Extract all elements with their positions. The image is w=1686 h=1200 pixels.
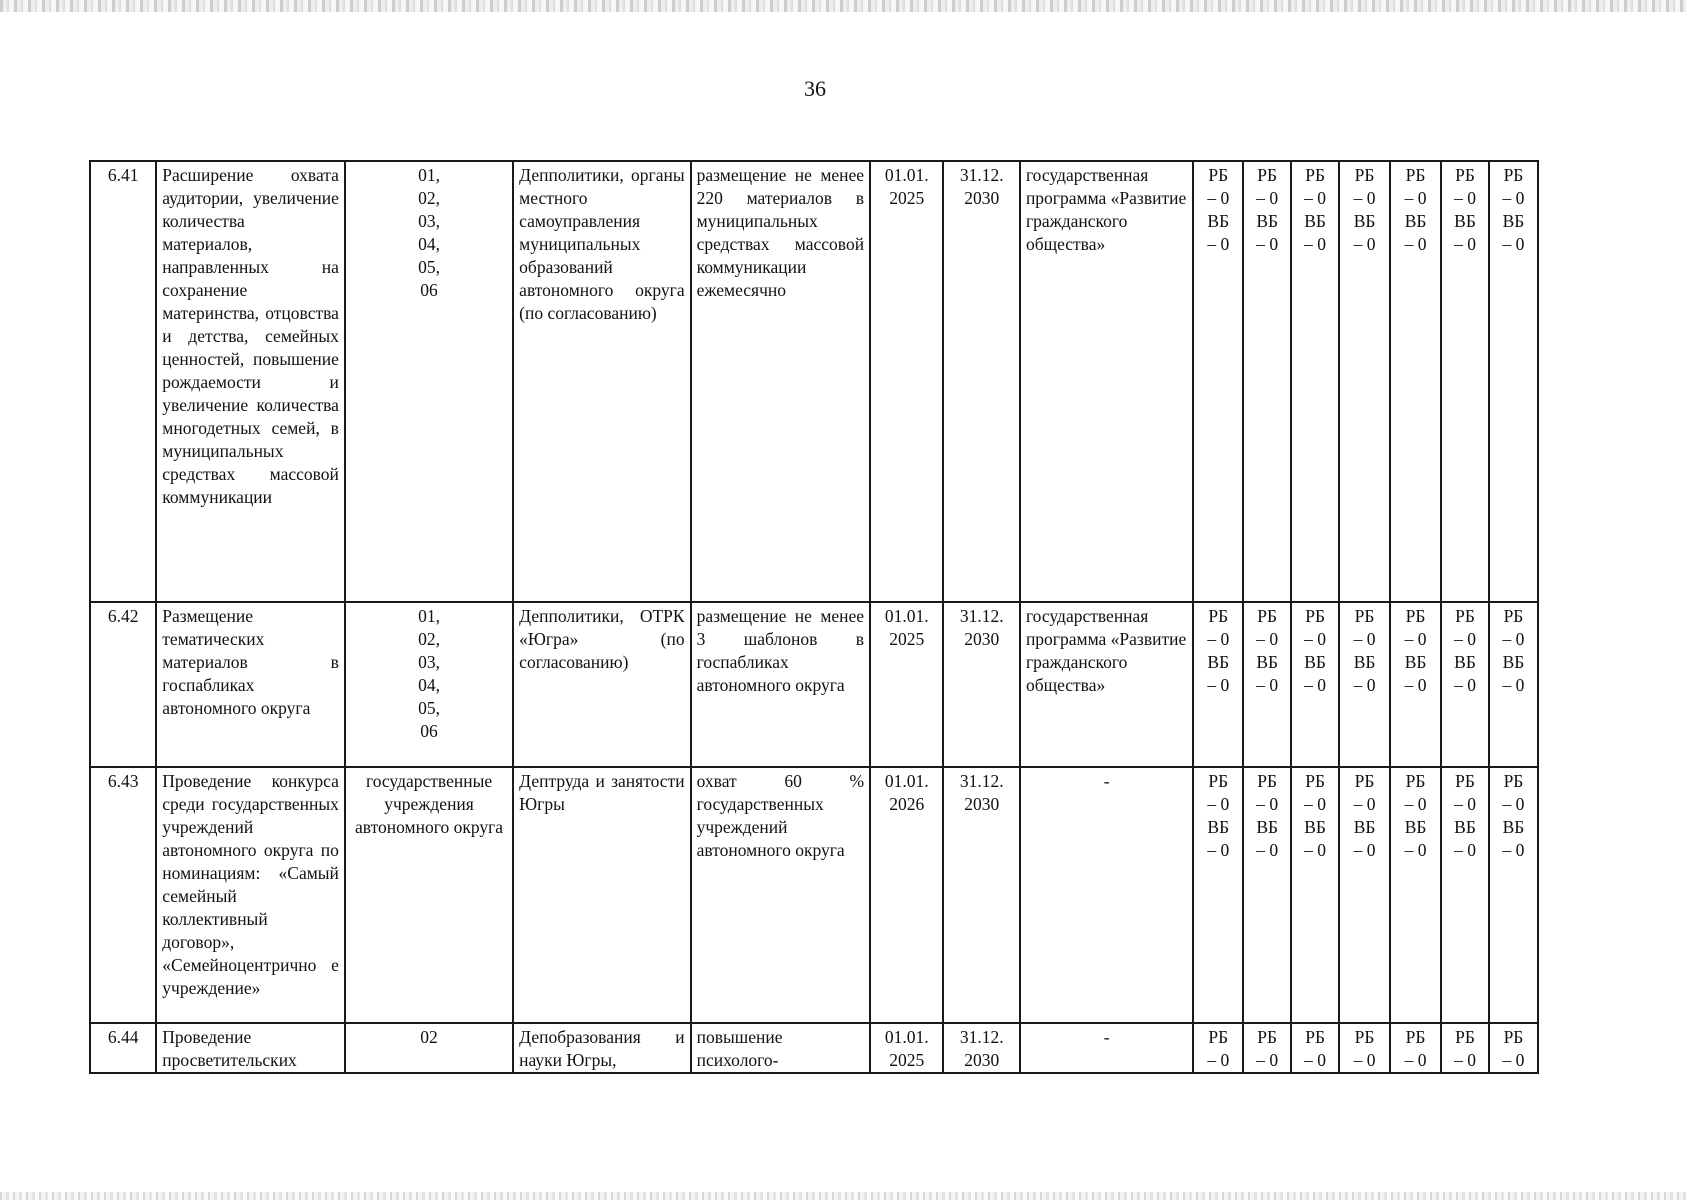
finance-year-cell: [1291, 767, 1339, 1023]
start-date: 01.01. 2025: [870, 161, 943, 602]
source-program: государственная программа «Развитие гражданского общества»: [1020, 161, 1193, 602]
start-date: 01.01. 2025: [870, 602, 943, 767]
table-row: [90, 161, 1538, 602]
row-number: 6.42: [90, 602, 156, 767]
finance-line: – 0: [1404, 188, 1427, 208]
finance-line: РБ: [1208, 771, 1229, 791]
finance-line: – 0: [1454, 629, 1476, 649]
table-row: [90, 767, 1538, 1023]
territory-codes: [345, 767, 513, 1023]
finance-year-cell: [1243, 767, 1291, 1023]
end-date: 31.12. 2030: [943, 602, 1019, 767]
territory-code: 03,: [418, 652, 440, 672]
row-number: 6.44: [90, 1023, 156, 1073]
finance-year-cell: [1489, 1023, 1538, 1073]
finance-line: ВБ: [1502, 817, 1525, 837]
finance-line: РБ: [1354, 165, 1375, 185]
finance-line: РБ: [1455, 771, 1475, 791]
territory-code: 03,: [418, 211, 440, 231]
executor: Депполитики, ОТРК «Югра» (по согласованию): [513, 602, 690, 767]
territory-code: 01,: [418, 165, 440, 185]
finance-line: РБ: [1503, 771, 1524, 791]
finance-line: – 0: [1404, 840, 1427, 860]
finance-line: ВБ: [1404, 817, 1427, 837]
finance-line: – 0: [1454, 675, 1476, 695]
finance-line: – 0: [1304, 188, 1327, 208]
finance-line: ВБ: [1404, 211, 1427, 231]
finance-line: ВБ: [1502, 652, 1525, 672]
source-program: -: [1020, 767, 1193, 1023]
finance-line: – 0: [1256, 840, 1279, 860]
finance-line: РБ: [1405, 771, 1426, 791]
finance-line: ВБ: [1256, 652, 1279, 672]
finance-year-cell: [1390, 602, 1441, 767]
territory-code: 05,: [418, 698, 440, 718]
finance-line: – 0: [1454, 1050, 1476, 1070]
finance-line: – 0: [1353, 234, 1376, 254]
finance-year-cell: [1441, 767, 1489, 1023]
finance-line: ВБ: [1454, 817, 1476, 837]
finance-line: ВБ: [1207, 652, 1230, 672]
finance-line: РБ: [1503, 165, 1524, 185]
end-date: 31.12. 2030: [943, 767, 1019, 1023]
end-date: 31.12. 2030: [943, 161, 1019, 602]
expected-result: повышение психолого-: [691, 1023, 870, 1073]
territory-code: 02,: [418, 629, 440, 649]
expected-result: размещение не менее 220 материалов в муниципальных средствах массовой коммуникации ежемесячно: [691, 161, 870, 602]
finance-line: – 0: [1304, 840, 1327, 860]
finance-line: – 0: [1207, 234, 1230, 254]
finance-line: ВБ: [1502, 211, 1525, 231]
finance-year-cell: [1243, 1023, 1291, 1073]
finance-line: – 0: [1207, 840, 1230, 860]
scan-edge-bottom: [0, 1192, 1686, 1200]
finance-line: – 0: [1256, 234, 1279, 254]
finance-line: РБ: [1208, 1027, 1229, 1047]
territory-codes: [345, 602, 513, 767]
finance-year-cell: [1243, 602, 1291, 767]
territory-code: 04,: [418, 234, 440, 254]
source-program: -: [1020, 1023, 1193, 1073]
finance-line: – 0: [1353, 675, 1376, 695]
finance-year-cell: [1291, 1023, 1339, 1073]
finance-line: РБ: [1305, 606, 1326, 626]
table-body: [90, 161, 1538, 1073]
finance-line: РБ: [1503, 1027, 1524, 1047]
finance-line: – 0: [1304, 675, 1327, 695]
finance-line: – 0: [1404, 794, 1427, 814]
finance-line: РБ: [1305, 771, 1326, 791]
finance-line: – 0: [1454, 840, 1476, 860]
finance-line: РБ: [1405, 1027, 1426, 1047]
executor: Депполитики, органы местного самоуправления муниципальных образований автономного округа (по согласованию): [513, 161, 690, 602]
finance-line: РБ: [1354, 1027, 1375, 1047]
finance-line: РБ: [1455, 606, 1475, 626]
executor: Дептруда и занятости Югры: [513, 767, 690, 1023]
finance-line: РБ: [1257, 771, 1278, 791]
finance-line: ВБ: [1353, 211, 1376, 231]
territory-code: 02,: [418, 188, 440, 208]
finance-year-cell: [1489, 767, 1538, 1023]
finance-line: ВБ: [1304, 817, 1326, 837]
finance-line: – 0: [1353, 840, 1376, 860]
finance-year-cell: [1489, 161, 1538, 602]
finance-year-cell: [1193, 161, 1243, 602]
finance-line: РБ: [1208, 606, 1229, 626]
expected-result: охват 60 % государственных учреждений автономного округа: [691, 767, 870, 1023]
finance-line: – 0: [1207, 675, 1230, 695]
finance-line: – 0: [1353, 188, 1376, 208]
source-program: государственная программа «Развитие гражданского общества»: [1020, 602, 1193, 767]
finance-line: ВБ: [1207, 211, 1230, 231]
finance-line: РБ: [1503, 606, 1524, 626]
finance-line: ВБ: [1304, 211, 1326, 231]
finance-year-cell: [1390, 161, 1441, 602]
measure-name: Размещение тематических материалов в госпабликах автономного округа: [156, 602, 345, 767]
territory-code: 05,: [418, 257, 440, 277]
finance-line: ВБ: [1256, 817, 1279, 837]
page-number: 36: [804, 76, 826, 101]
finance-year-cell: [1441, 602, 1489, 767]
row-number: 6.43: [90, 767, 156, 1023]
finance-line: ВБ: [1256, 211, 1279, 231]
finance-line: – 0: [1502, 794, 1525, 814]
finance-line: – 0: [1454, 188, 1476, 208]
finance-line: ВБ: [1353, 652, 1376, 672]
finance-line: РБ: [1354, 606, 1375, 626]
finance-line: – 0: [1454, 794, 1476, 814]
finance-line: – 0: [1502, 629, 1525, 649]
start-date: 01.01. 2026: [870, 767, 943, 1023]
finance-line: РБ: [1405, 606, 1426, 626]
finance-line: – 0: [1256, 188, 1279, 208]
finance-line: – 0: [1353, 629, 1376, 649]
finance-year-cell: [1339, 1023, 1390, 1073]
finance-line: – 0: [1256, 794, 1279, 814]
expected-result: размещение не менее 3 шаблонов в госпабликах автономного округа: [691, 602, 870, 767]
finance-line: РБ: [1257, 165, 1278, 185]
finance-line: РБ: [1405, 165, 1426, 185]
finance-year-cell: [1339, 602, 1390, 767]
row-number: 6.41: [90, 161, 156, 602]
finance-line: РБ: [1305, 1027, 1326, 1047]
territory-code: 01,: [418, 606, 440, 626]
finance-line: – 0: [1256, 1050, 1279, 1070]
finance-line: ВБ: [1454, 211, 1476, 231]
finance-line: – 0: [1404, 675, 1427, 695]
finance-line: – 0: [1207, 188, 1230, 208]
scan-edge-top: [0, 0, 1686, 12]
finance-year-cell: [1441, 1023, 1489, 1073]
finance-line: – 0: [1404, 1050, 1427, 1070]
finance-year-cell: [1441, 161, 1489, 602]
finance-line: – 0: [1207, 794, 1230, 814]
finance-year-cell: [1339, 161, 1390, 602]
finance-line: – 0: [1502, 840, 1525, 860]
finance-line: – 0: [1256, 675, 1279, 695]
territory-code: 06: [420, 280, 438, 300]
finance-line: – 0: [1502, 234, 1525, 254]
finance-line: – 0: [1304, 794, 1327, 814]
finance-line: – 0: [1207, 629, 1230, 649]
finance-year-cell: [1291, 602, 1339, 767]
finance-line: – 0: [1304, 234, 1327, 254]
finance-line: – 0: [1502, 188, 1525, 208]
territory-code: 04,: [418, 675, 440, 695]
finance-line: – 0: [1404, 629, 1427, 649]
executor: Депобразования и науки Югры,: [513, 1023, 690, 1073]
finance-line: – 0: [1207, 1050, 1230, 1070]
measure-name: Проведение просветительских: [156, 1023, 345, 1073]
finance-line: – 0: [1454, 234, 1476, 254]
finance-line: – 0: [1502, 1050, 1525, 1070]
finance-line: – 0: [1304, 1050, 1327, 1070]
measure-name: Проведение конкурса среди государственных учреждений автономного округа по номинациям: «Самый семейный коллективный договор», «Семейноцентрично е учреждение»: [156, 767, 345, 1023]
finance-line: ВБ: [1207, 817, 1230, 837]
territory-code: государственные учреждения автономного округа: [355, 771, 504, 837]
finance-year-cell: [1193, 602, 1243, 767]
finance-year-cell: [1243, 161, 1291, 602]
finance-year-cell: [1193, 1023, 1243, 1073]
finance-line: РБ: [1455, 1027, 1475, 1047]
finance-year-cell: [1489, 602, 1538, 767]
territory-code: 02: [420, 1027, 438, 1047]
finance-line: – 0: [1404, 234, 1427, 254]
finance-line: – 0: [1304, 629, 1327, 649]
table-row: [90, 602, 1538, 767]
finance-year-cell: [1291, 161, 1339, 602]
territory-code: 06: [420, 721, 438, 741]
finance-line: – 0: [1353, 1050, 1376, 1070]
finance-year-cell: [1390, 1023, 1441, 1073]
finance-line: ВБ: [1454, 652, 1476, 672]
finance-line: РБ: [1305, 165, 1326, 185]
start-date: 01.01. 2025: [870, 1023, 943, 1073]
finance-line: РБ: [1208, 165, 1229, 185]
finance-line: – 0: [1256, 629, 1279, 649]
territory-codes: [345, 1023, 513, 1073]
measures-table: [89, 160, 1539, 1074]
finance-year-cell: [1339, 767, 1390, 1023]
finance-year-cell: [1390, 767, 1441, 1023]
finance-line: РБ: [1354, 771, 1375, 791]
finance-line: ВБ: [1404, 652, 1427, 672]
territory-codes: [345, 161, 513, 602]
finance-line: – 0: [1353, 794, 1376, 814]
finance-year-cell: [1193, 767, 1243, 1023]
measure-name: Расширение охвата аудитории, увеличение количества материалов, направленных на сохранение материнства, отцовства и детства, семейных ценностей, повышение рождаемости и увеличение количества многодетных семей, в муниципальных средствах массовой коммуникации: [156, 161, 345, 602]
finance-line: РБ: [1257, 1027, 1278, 1047]
end-date: 31.12. 2030: [943, 1023, 1019, 1073]
finance-line: РБ: [1257, 606, 1278, 626]
finance-line: РБ: [1455, 165, 1475, 185]
table-row: [90, 1023, 1538, 1073]
finance-line: ВБ: [1304, 652, 1326, 672]
finance-line: ВБ: [1353, 817, 1376, 837]
finance-line: – 0: [1502, 675, 1525, 695]
